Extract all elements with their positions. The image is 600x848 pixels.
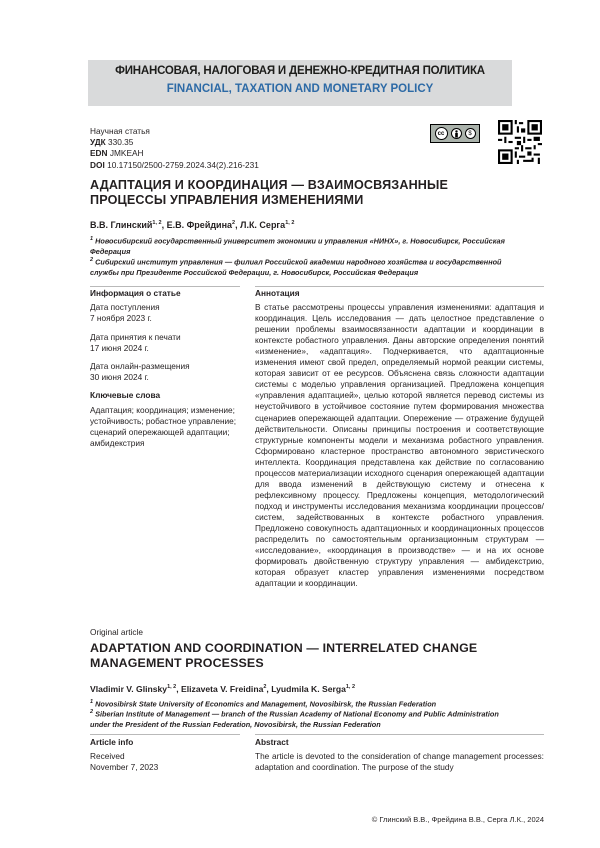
journal-section-ru: ФИНАНСОВАЯ, НАЛОГОВАЯ И ДЕНЕЖНО-КРЕДИТНАЯ ПОЛИТИКА: [115, 65, 485, 77]
by-icon: [451, 128, 462, 139]
author-sup: 2: [232, 220, 236, 226]
abstract-heading: Аннотация: [255, 288, 300, 298]
abstract-ru: [255, 288, 544, 589]
affiliation-sup: 1: [90, 699, 94, 705]
affiliation-ru-2: [90, 255, 520, 278]
udk-label: УДК: [90, 137, 106, 148]
edn-line: [90, 148, 259, 159]
online-label: Дата онлайн-размещения: [90, 361, 190, 372]
journal-banner: [88, 60, 512, 106]
article-info-ru: [90, 288, 240, 456]
article-meta: [90, 126, 259, 171]
nc-icon: $: [465, 128, 476, 139]
accepted-ru: [90, 332, 240, 354]
received-date: November 7, 2023: [90, 762, 159, 773]
affiliation-sup: 2: [90, 709, 94, 715]
affiliation-text: Siberian Institute of Management — branch of the Russian Academy of National Economy and Public Administration under the President of the Russian Federation, Novosibirsk, the Russian Federation: [90, 709, 499, 729]
cc-icon: cc: [435, 127, 448, 140]
article-type-en: Original article: [90, 627, 144, 637]
author-sup: 1, 2: [285, 220, 295, 226]
abstract-en: [255, 737, 544, 773]
info-heading: Article info: [90, 737, 134, 747]
article-info-en: [90, 737, 240, 781]
authors-ru: В.В. Глинский$^{1, 2}$, Е.В. Фрейдина$^2$, Л.К. Серга$^{1, 2}$: [90, 220, 295, 230]
affiliation-ru-1: [90, 234, 520, 257]
author-name[interactable]: В.В. Глинский: [90, 220, 153, 230]
qr-code[interactable]: [498, 120, 542, 164]
author-name[interactable]: Vladimir V. Glinsky: [90, 684, 168, 694]
affiliation-sup: 1: [90, 236, 94, 242]
journal-section-en: FINANCIAL, TAXATION AND MONETARY POLICY: [166, 83, 434, 95]
authors-en: Vladimir V. Glinsky$^{1, 2}$, Elizaveta V. Freidina$^2$, Lyudmila K. Serga$^{1, 2}$: [90, 684, 356, 694]
author-name[interactable]: Е.В. Фрейдина: [166, 220, 233, 230]
cc-license-badge[interactable]: [430, 124, 480, 143]
received-en: [90, 751, 240, 773]
affiliation-text: Novosibirsk State University of Economics and Management, Novosibirsk, the Russian Federation: [95, 699, 437, 709]
author-name[interactable]: Lyudmila K. Serga: [271, 684, 346, 694]
udk-value: 330.35: [108, 137, 134, 148]
doi-link[interactable]: 10.17150/2500-2759.2024.34(2).216-231: [107, 159, 259, 170]
divider: [255, 734, 544, 735]
abstract-heading: Abstract: [255, 737, 289, 747]
received-label: Дата поступления: [90, 302, 160, 313]
divider: [90, 286, 240, 287]
copyright: © Глинский В.В., Фрейдина В.В., Серга Л.К., 2024: [371, 815, 544, 824]
author-name[interactable]: Elizaveta V. Freidina: [181, 684, 264, 694]
online-ru: [90, 361, 240, 383]
author-name[interactable]: Л.К. Серга: [240, 220, 286, 230]
online-date: 30 июня 2024 г.: [90, 372, 149, 383]
udk-line: [90, 137, 259, 148]
author-sup: 1, 2: [152, 220, 162, 226]
abstract-text: The article is devoted to the consideration of change management processes: adaptation and coordination. The purpose of the study: [255, 751, 544, 773]
accepted-date: 17 июня 2024 г.: [90, 342, 149, 353]
author-sup: 1, 2: [167, 684, 177, 691]
keywords: Адаптация; координация; изменение; устойчивость; робастное управление; сценарий опережающей адаптации; амбидекстрия: [90, 404, 237, 449]
received-label: Received: [90, 751, 125, 762]
accepted-label: Дата принятия к печати: [90, 331, 181, 342]
affiliation-sup: 2: [90, 257, 94, 263]
article-type: Научная статья: [90, 126, 150, 136]
divider: [90, 734, 240, 735]
article-title-en: ADAPTATION AND COORDINATION — INTERRELATED CHANGE MANAGEMENT PROCESSES: [90, 641, 478, 670]
doi-line: [90, 160, 259, 171]
author-sup: 1, 2: [345, 684, 356, 691]
received-ru: [90, 302, 240, 324]
doi-label: DOI: [90, 159, 105, 170]
divider: [255, 286, 544, 287]
keywords-heading: Ключевые слова: [90, 390, 161, 401]
received-date: 7 ноября 2023 г.: [90, 313, 152, 324]
affiliation-text: Сибирский институт управления — филиал Российской академии народного хозяйства и государственной службы при Президенте Российской Федерации, г. Новосибирск, Российская Федерация: [90, 257, 502, 277]
info-heading: Информация о статье: [90, 288, 181, 298]
affiliation-en-2: [90, 707, 520, 730]
author-sup: 2: [263, 684, 267, 691]
article-title-ru: АДАПТАЦИЯ И КООРДИНАЦИЯ — ВЗАИМОСВЯЗАННЫЕ ПРОЦЕССЫ УПРАВЛЕНИЯ ИЗМЕНЕНИЯМИ: [90, 178, 449, 207]
edn-label: EDN: [90, 148, 108, 159]
abstract-text: В статье рассмотрены процессы управления изменениями: адаптация и координация. Цель исследования — дать целостное представление о решении проблемы взаимосвязанности адаптации и координации в контексте робастного управления. Даны авторские определения понятий «изменение», «адаптация». Подчеркивается, что адаптационные изменения имеют свой предел, определяемый нормой реакции системы, которая зависит от ее ресурсов. Объяснена связь сложности адаптации системы с моделью управления организацией. Предложена концепция «управления адаптацией», целью которой является перевод системы из неустойчивого в устойчивое состояние путем формирования множества сценариев опережающей адаптации. Опережение — отражение будущей действительности. Описаны принципы построения и соответствующие структурные компоненты модели и механизма робастного управления. Сформировано кластерное пространство автономного эвристического интеллекта. Координация представлена как действие по согласованию процессов материализации исходного сценария опережающей адаптации для ввода изменений в действующую систему и отнесена к рефлексивному процессу. Предложены концепция, методологический подход и инструменты исследования механизма координации процессов/систем, задействованных в контексте робастного управления. Предложено совокупность адаптационных и координационных процессов распределить по самостоятельным организационным структурам — «исследование», «координация в производстве» — и на их основе формировать двойственную структуру управления — амбидекстрию, которая образует кластер управления изменениями посредством адаптации и координации.: [255, 302, 544, 589]
edn-value: JMKEAH: [109, 148, 144, 159]
affiliation-text: Новосибирский государственный университет экономики и управления «НИНХ», г. Новосибирск, Российская Федерация: [90, 236, 505, 256]
